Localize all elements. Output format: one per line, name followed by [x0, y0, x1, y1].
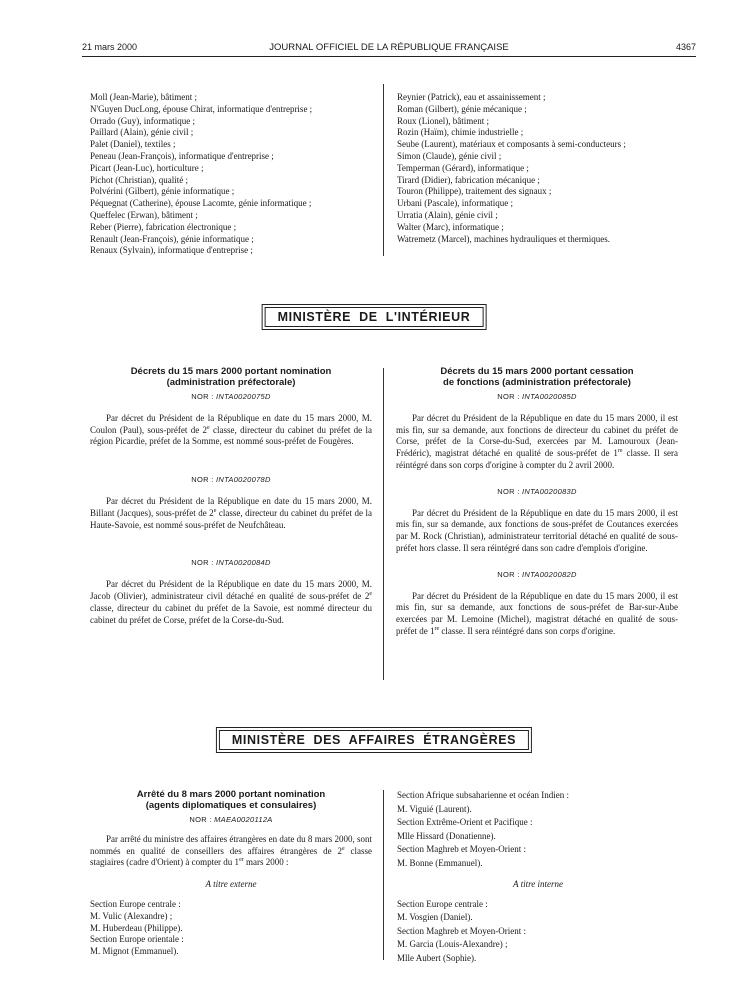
subheading-externe: A titre externe [205, 879, 257, 890]
section-heading: Décrets du 15 mars 2000 portant cessation de fonctions (administration préfectorale) [440, 366, 634, 388]
ministry-interieur-banner [262, 304, 487, 330]
section-heading: Décrets du 15 mars 2000 portant nomination (administration préfectorale) [130, 366, 332, 388]
decree-paragraph: Par décret du Président de la République en date du 15 mars 2000, M. Coulon (Paul), sous-préfet de 2e classe, directeur du cabinet du préfet de la région Picardie, préfet de la Somme, est nommé sous-préfet de Fougères. [90, 412, 372, 447]
list-item: Rozin (Haïm), chimie industrielle ; [397, 127, 524, 138]
list-item: Walter (Marc), informatique ; [397, 221, 504, 232]
list-item: Peneau (Jean-François), informatique d'entreprise ; [90, 150, 274, 161]
arrete-nomination [90, 789, 372, 958]
section-heading: Arrêté du 8 mars 2000 portant nomination (agents diplomatiques et consulaires) [136, 789, 326, 811]
list-item: Urbani (Pascale), informatique ; [397, 198, 513, 209]
list-item: Section Afrique subsaharienne et océan Indien : [397, 790, 569, 800]
list-item: Mlle Hissard (Donatienne). [397, 830, 496, 841]
list-item: Picart (Jean-Luc), horticulture ; [90, 162, 204, 173]
list-item: Urratia (Alain), génie civil ; [397, 209, 498, 220]
list-item: M. Vosgien (Daniel). [397, 912, 473, 922]
page-date: 21 mars 2000 [82, 42, 138, 52]
list-item: M. Bonne (Emmanuel). [397, 857, 483, 868]
list-item: Section Maghreb et Moyen-Orient : [397, 844, 526, 854]
page-header [82, 42, 696, 56]
column-divider [383, 790, 384, 960]
top-list-right [397, 92, 697, 245]
list-item: Section Maghreb et Moyen-Orient : [397, 925, 526, 936]
list-item: Moll (Jean-Marie), bâtiment ; [90, 92, 197, 102]
list-item: Section Europe centrale : [397, 898, 488, 909]
nor-reference: NOR : INTA0020084D [191, 558, 271, 568]
list-item: M. Viguié (Laurent). [397, 803, 472, 814]
list-item: M. Vulic (Alexandre) ; [90, 910, 173, 921]
ministry-title: MINISTÈRE DES AFFAIRES ÉTRANGÈRES [219, 730, 529, 750]
list-item: Paillard (Alain), génie civil ; [90, 127, 194, 138]
page-number: 4367 [675, 42, 696, 52]
list-item: Section Europe orientale : [90, 934, 184, 945]
nor-reference: NOR : MAEA0020112A [189, 815, 273, 824]
list-item: Touron (Philippe), traitement des signaux ; [397, 186, 552, 197]
list-item: Pichot (Christian), qualité ; [90, 174, 188, 185]
nor-reference: NOR : INTA0020082D [497, 569, 577, 579]
list-item: Tirard (Didier), fabrication mécanique ; [397, 174, 540, 185]
decree-paragraph: Par décret du Président de la République en date du 15 mars 2000, il est mis fin, sur sa demande, aux fonctions de sous-préfet de Bar-sur-Aube exercées par M. Lemoine (Michel), magistrat détaché en qualité de sous-préfet de 1re classe. Il sera réintégré dans son corps d'origine. [396, 590, 678, 636]
decree-paragraph: Par décret du Président de la République en date du 15 mars 2000, M. Jacob (Olivier), administrateur civil détaché en qualité de sous-préfet de 2e classe, directeur du cabinet du préfet de la Savoie, est nommé directeur du cabinet du préfet de Corse, préfet de la Corse-du-Sud. [90, 579, 372, 625]
list-item: Renaux (Sylvain), informatique d'entreprise ; [90, 245, 253, 256]
list-item: Polvérini (Gilbert), génie informatique ; [90, 186, 235, 197]
list-item: M. Huberdeau (Philippe). [90, 922, 183, 933]
list-item: N'Guyen DucLong, épouse Chirat, informatique d'entreprise ; [90, 103, 313, 114]
decrets-cessation [396, 366, 678, 638]
list-item: Orrado (Guy), informatique ; [90, 115, 195, 126]
arrete-paragraph: Par arrêté du ministre des affaires étrangères en date du 8 mars 2000, sont nommés en qualité de conseillers des affaires étrangères de 2e classe stagiaires (cadre d'Orient) à compter du 1er mars 2000 : [90, 833, 372, 868]
list-item: Reber (Pierre), fabrication électronique ; [90, 221, 237, 232]
decrets-nomination [90, 366, 372, 626]
list-item: Section Extrême-Orient et Pacifique : [397, 817, 533, 827]
subheading-interne: A titre interne [513, 879, 563, 889]
list-item: Roux (Lionel), bâtiment ; [397, 115, 489, 126]
list-item: Simon (Claude), génie civil ; [397, 150, 502, 161]
column-divider [383, 84, 384, 256]
header-rule [82, 56, 696, 57]
nor-reference: NOR : INTA0020075D [191, 392, 271, 401]
ministry-title: MINISTÈRE DE L'INTÉRIEUR [265, 307, 484, 327]
decree-paragraph: Par décret du Président de la République en date du 15 mars 2000, il est mis fin, sur sa demande, aux fonctions de directeur du cabinet du préfet de Corse, préfet de la Corse-du-Sud, exercées par M. Lamouroux (Jean-Frédéric), magistrat détaché en qualité de sous-préfet de 1re classe. Il sera réintégré dans son corps d'origine à compter du 2 avril 2000. [396, 412, 678, 470]
nor-reference: NOR : INTA0020085D [497, 392, 577, 401]
list-item: Watremetz (Marcel), machines hydrauliques et thermiques. [397, 233, 610, 244]
list-item: Reynier (Patrick), eau et assainissement ; [397, 92, 546, 102]
arrete-continuation [397, 789, 679, 965]
list-item: M. Garcia (Louis-Alexandre) ; [397, 939, 508, 949]
top-list-left [90, 92, 380, 257]
list-item: Renault (Jean-François), génie informatique ; [90, 233, 254, 244]
list-item: Palet (Daniel), textiles ; [90, 139, 176, 150]
list-item: Section Europe centrale : [90, 898, 181, 909]
list-item: M. Mignot (Emmanuel). [90, 946, 179, 957]
decree-paragraph: Par décret du Président de la République en date du 15 mars 2000, il est mis fin, sur sa demande, aux fonctions de sous-préfet de Coutances exercées par M. Rock (Christian), administrateur territorial détaché en qualité de sous-préfet hors classe. Il sera réintégré dans son cadre d'emplois d'origine. [396, 507, 678, 553]
nor-reference: NOR : INTA0020078D [191, 475, 271, 485]
column-divider [383, 368, 384, 680]
list-item: Péquegnat (Catherine), épouse Lacomte, génie informatique ; [90, 198, 312, 209]
list-item: Roman (Gilbert), génie mécanique ; [397, 103, 527, 114]
list-item: Queffelec (Erwan), bâtiment ; [90, 209, 198, 220]
nor-reference: NOR : INTA0020083D [497, 486, 577, 496]
list-item: Mlle Aubert (Sophie). [397, 952, 477, 963]
list-item: Temperman (Gérard), informatique ; [397, 162, 529, 173]
list-item: Seube (Laurent), matériaux et composants à semi-conducteurs ; [397, 139, 626, 150]
decree-paragraph: Par décret du Président de la République en date du 15 mars 2000, M. Billant (Jacques), sous-préfet de 2e classe, directeur du cabinet du préfet de la Haute-Savoie, est nommé sous-préfet de Neufchâteau. [90, 495, 372, 530]
ministry-affaires-banner [216, 727, 532, 753]
journal-title: JOURNAL OFFICIEL DE LA RÉPUBLIQUE FRANÇAISE [269, 42, 509, 53]
